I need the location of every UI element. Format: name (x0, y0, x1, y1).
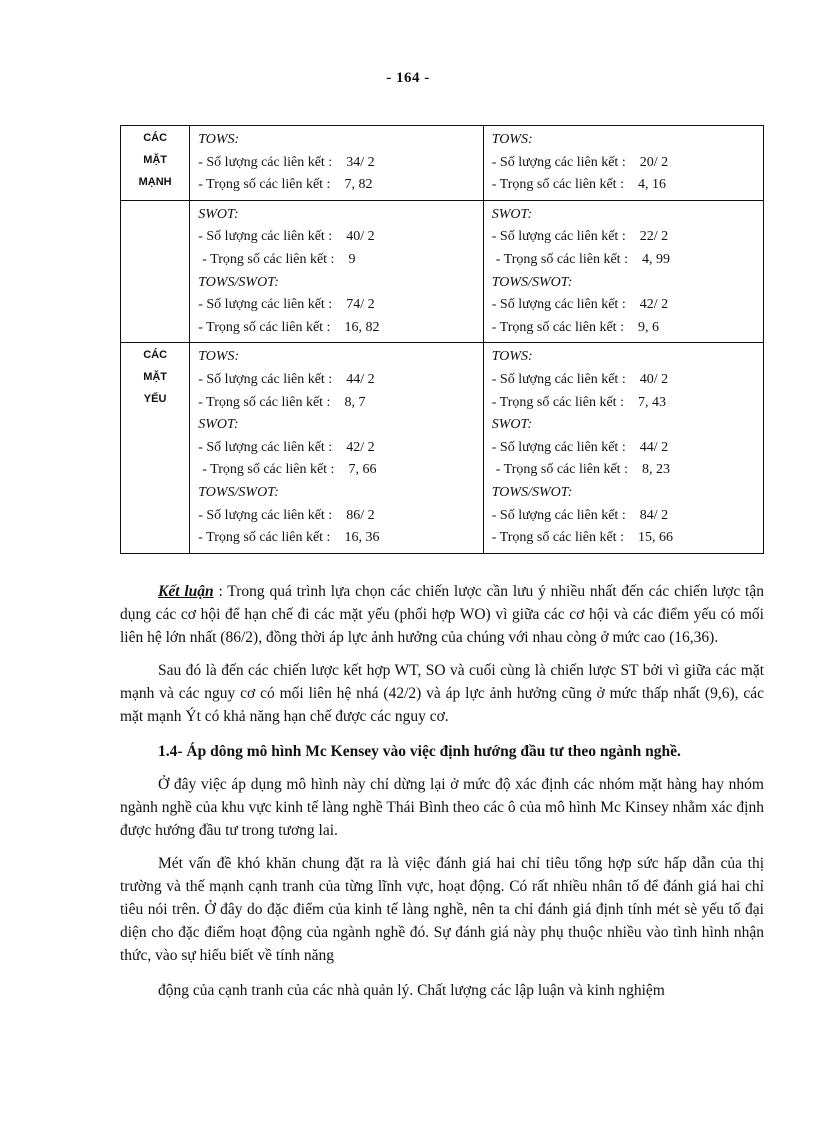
metric-label: - Trọng số các liên kết : (495, 462, 628, 478)
metric-line (492, 437, 763, 460)
metric-line (492, 527, 763, 550)
page-number: - 164 - (386, 70, 430, 86)
row-label (121, 343, 190, 553)
swot-links-table (120, 125, 764, 554)
metric-value: 16, 82 (344, 319, 380, 335)
method-heading (492, 414, 763, 437)
metric-value: 40/ 2 (346, 229, 375, 245)
paragraph-5: động của cạnh tranh của các nhà quản lý. Chất lượng các lập luận và kinh nghiệm (158, 982, 665, 999)
metric-value: 86/ 2 (346, 507, 375, 523)
metric-label: - Số lượng các liên kết : (491, 507, 626, 523)
metric-label: - Số lượng các liên kết : (491, 297, 626, 313)
metric-label: TOWS/SWOT: (491, 484, 573, 500)
metric-value: 4, 99 (641, 251, 670, 267)
table-row (121, 126, 764, 201)
metric-value: 16, 36 (344, 530, 380, 546)
metric-line (492, 459, 763, 482)
metric-value: 20/ 2 (639, 154, 669, 170)
section-heading: 1.4- Áp dông mô hình Mc Kensey vào việc định hướng đầu tư theo ngành nghề. (158, 743, 681, 760)
body-text (120, 580, 764, 1002)
metric-line (198, 527, 483, 550)
method-heading (492, 482, 763, 505)
paragraph-2: Sau đó là đến các chiến lược kết hợp WT, SO và cuối cùng là chiến lược ST bởi vì giữa các mặt mạnh và các nguy cơ có mối liên hệ nhá (42/2) và áp lực ảnh hưởng cũng ở mức thấp nhất (9,6), các mặt mạnh Ýt có khả năng hạn chế được các nguy cơ. (120, 662, 764, 725)
metric-line (198, 152, 483, 175)
row-label-word: MẠNH (138, 176, 172, 188)
row-label (121, 200, 190, 343)
metric-label: TOWS/SWOT: (198, 484, 279, 500)
metric-label: - Trọng số các liên kết : (491, 319, 624, 335)
metric-label: - Số lượng các liên kết : (198, 439, 333, 455)
metric-line (198, 294, 483, 317)
metric-label: TOWS/SWOT: (198, 274, 279, 290)
metric-value: 9, 6 (637, 319, 659, 335)
method-heading (198, 129, 483, 152)
paragraph-4: Mét vấn đề khó khăn chung đặt ra là việc đánh giá hai chỉ tiêu tổng hợp sức hấp dẫn của thị trường và thế mạnh cạnh tranh của từng lĩnh vực, hoạt động. Có rất nhiều nhân tố để đánh giá hai chỉ tiêu nói trên. Ở đây do đặc điểm của kinh tế làng nghề, nên ta chỉ đánh giá định tính mét sè yếu tố đại diện cho đặc điểm hoạt động của ngành nghề đó. Sự đánh giá này phụ thuộc nhiều vào tình hình nhận thức, vào sự hiểu biết về tính năng (120, 855, 764, 964)
metric-line (198, 459, 483, 482)
metric-label: TOWS: (491, 132, 533, 147)
metric-line (198, 174, 483, 197)
metric-label: - Trọng số các liên kết : (198, 319, 331, 335)
metric-line (492, 317, 763, 340)
metric-label: - Số lượng các liên kết : (491, 154, 626, 170)
metric-value: 40/ 2 (639, 371, 669, 387)
method-heading (198, 204, 483, 227)
conclusion-paragraph (120, 580, 764, 649)
metric-line (198, 317, 483, 340)
cell-right (483, 126, 763, 201)
metric-label: - Trọng số các liên kết : (202, 462, 335, 478)
row-label-word: MẶT (143, 154, 168, 166)
metric-line (492, 174, 763, 197)
row-label-word: CÁC (143, 132, 168, 144)
row-label-word: MẶT (143, 371, 168, 384)
metric-label: - Số lượng các liên kết : (198, 297, 333, 313)
metric-label: SWOT: (491, 206, 533, 222)
metric-label: TOWS: (198, 132, 240, 147)
metric-label: - Số lượng các liên kết : (491, 371, 626, 387)
metric-label: - Số lượng các liên kết : (198, 229, 333, 245)
cell-right (483, 343, 763, 553)
metric-value: 84/ 2 (639, 507, 669, 523)
conclusion-text: : Trong quá trình lựa chọn các chiến lược cần lưu ý nhiều nhất đến các chiến lược tận dụng các cơ hội để hạn chế đi các mặt yếu (phối hợp WO) vì giữa các cơ hội và các điểm yếu có mối liên hệ lớn nhất (86/2), đồng thời áp lực ảnh hưởng của chúng với nhau còng ở mức cao (16,36). (120, 583, 764, 646)
cell-left (190, 200, 484, 343)
metric-value: 44/ 2 (639, 439, 669, 455)
metric-line (198, 369, 483, 392)
method-heading (198, 414, 483, 437)
metric-value: 22/ 2 (639, 229, 669, 245)
method-heading (198, 272, 483, 295)
metric-label: - Trọng số các liên kết : (495, 251, 628, 267)
metric-value: 42/ 2 (639, 297, 669, 313)
metric-label: TOWS: (491, 349, 533, 365)
metric-label: - Số lượng các liên kết : (491, 229, 626, 245)
metric-label: - Trọng số các liên kết : (491, 394, 624, 410)
metric-line (492, 369, 763, 392)
cell-right (483, 200, 763, 343)
cell-left (190, 126, 484, 201)
conclusion-label: Kết luận (158, 583, 214, 600)
metric-line (492, 249, 763, 272)
paragraph-3: Ở đây việc áp dụng mô hình này chỉ dừng lại ở mức độ xác định các nhóm mặt hàng hay nhóm ngành nghề của khu vực kinh tế làng nghề Thái Bình theo các ô của mô hình Mc Kinsey nhằm xác định được hướng đầu tư trong tương lai. (120, 776, 764, 839)
metric-line (198, 392, 483, 415)
metric-label: SWOT: (198, 206, 239, 222)
metric-value: 7, 66 (348, 462, 377, 478)
metric-label: - Trọng số các liên kết : (198, 530, 331, 546)
metric-label: - Số lượng các liên kết : (198, 154, 333, 170)
method-heading (492, 346, 763, 369)
metric-line (492, 294, 763, 317)
metric-value: 15, 66 (637, 530, 673, 546)
method-heading (492, 129, 763, 152)
method-heading (492, 272, 763, 295)
metric-line (492, 392, 763, 415)
metric-label: - Trọng số các liên kết : (491, 530, 624, 546)
metric-label: SWOT: (491, 417, 533, 433)
metric-label: - Số lượng các liên kết : (198, 507, 333, 523)
metric-value: 74/ 2 (346, 297, 375, 313)
row-label-word: CÁC (143, 349, 168, 362)
metric-value: 8, 23 (641, 462, 670, 478)
metric-label: SWOT: (198, 417, 239, 433)
table-row (121, 200, 764, 343)
method-heading (198, 346, 483, 369)
metric-label: - Số lượng các liên kết : (198, 371, 333, 387)
metric-line (492, 152, 763, 175)
metric-value: 8, 7 (344, 394, 366, 410)
metric-value: 42/ 2 (346, 439, 375, 455)
table-row (121, 343, 764, 553)
method-heading (492, 204, 763, 227)
metric-label: TOWS: (198, 349, 240, 365)
metric-value: 9 (348, 251, 356, 267)
metric-line (198, 249, 483, 272)
metric-label: - Số lượng các liên kết : (491, 439, 626, 455)
metric-label: - Trọng số các liên kết : (198, 177, 331, 193)
row-label (121, 126, 190, 201)
metric-label: - Trọng số các liên kết : (491, 177, 624, 193)
metric-value: 44/ 2 (346, 371, 375, 387)
metric-line (198, 505, 483, 528)
metric-value: 4, 16 (637, 177, 666, 193)
metric-value: 7, 82 (344, 177, 373, 193)
metric-line (198, 226, 483, 249)
row-label-word: YẾU (143, 393, 167, 406)
metric-line (198, 437, 483, 460)
metric-line (492, 505, 763, 528)
metric-label: - Trọng số các liên kết : (198, 394, 331, 410)
metric-label: - Trọng số các liên kết : (202, 251, 335, 267)
method-heading (198, 482, 483, 505)
cell-left (190, 343, 484, 553)
metric-value: 7, 43 (637, 394, 666, 410)
metric-value: 34/ 2 (346, 154, 375, 170)
metric-label: TOWS/SWOT: (491, 274, 573, 290)
metric-line (492, 226, 763, 249)
